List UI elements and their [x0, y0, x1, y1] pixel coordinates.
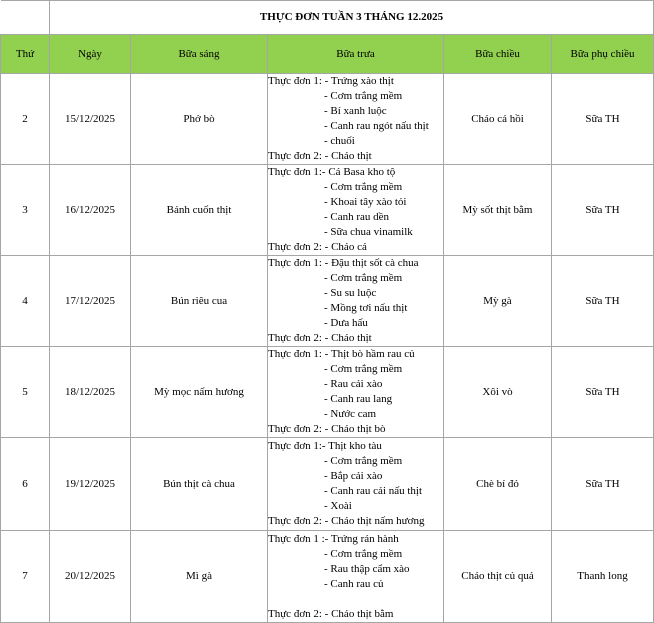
header-bua-trua[interactable]: Bữa trưa [268, 35, 444, 74]
lunch-line [268, 592, 443, 607]
cell-bua-trua[interactable] [268, 438, 444, 531]
cell-bua-phu-chieu[interactable]: Thanh long [552, 531, 654, 623]
lunch-line: Thực đơn 2: - Cháo thịt [268, 150, 372, 162]
lunch-line: - Cơm trắng mềm [324, 181, 403, 193]
lunch-line: Thực đơn 1: - Trứng xào thịt [268, 75, 394, 87]
lunch-line: - Canh rau cải nấu thịt [324, 485, 423, 497]
cell-bua-phu-chieu[interactable]: Sữa TH [552, 438, 654, 531]
menu-body [1, 74, 654, 623]
lunch-line: Thực đơn 1 :- Trứng rán hành [268, 532, 399, 545]
lunch-line: - Bí xanh luộc [324, 105, 387, 117]
cell-ngay[interactable]: 18/12/2025 [50, 347, 131, 438]
header-thu[interactable]: Thứ [1, 35, 50, 74]
cell-bua-chieu[interactable]: Chè bí đỏ [444, 438, 552, 531]
cell-bua-chieu[interactable]: Mỳ sốt thịt bằm [444, 165, 552, 256]
lunch-line: - Cơm trắng mềm [324, 363, 403, 375]
cell-thu[interactable]: 4 [1, 256, 50, 347]
lunch-line: - Nước cam [324, 408, 377, 420]
cell-thu[interactable]: 5 [1, 347, 50, 438]
table-row [1, 165, 654, 256]
header-bua-phu-chieu[interactable]: Bữa phụ chiều [552, 35, 654, 74]
lunch-line: - Rau thập cẩm xào [324, 562, 410, 575]
header-ngay[interactable]: Ngày [50, 35, 131, 74]
table-row [1, 438, 654, 531]
lunch-line: - Cơm trắng mềm [324, 455, 403, 467]
cell-bua-sang[interactable]: Mì gà [131, 531, 268, 623]
cell-ngay[interactable]: 15/12/2025 [50, 74, 131, 165]
cell-thu[interactable]: 3 [1, 165, 50, 256]
lunch-line: Thực đơn 1:- Cá Basa kho tộ [268, 166, 396, 178]
cell-bua-sang[interactable]: Mỳ mọc nấm hương [131, 347, 268, 438]
cell-thu[interactable]: 7 [1, 531, 50, 623]
lunch-line: - Khoai tây xào tỏi [324, 196, 407, 208]
table-row [1, 347, 654, 438]
table-row [1, 531, 654, 623]
lunch-line: Thực đơn 1:- Thịt kho tàu [268, 440, 382, 452]
cell-bua-chieu[interactable]: Xôi vò [444, 347, 552, 438]
cell-bua-phu-chieu[interactable]: Sữa TH [552, 256, 654, 347]
lunch-line: - chuối [324, 135, 355, 147]
lunch-line: - Xoài [324, 500, 352, 512]
header-bua-sang[interactable]: Bữa sáng [131, 35, 268, 74]
lunch-line: Thực đơn 2: - Cháo thịt bò [268, 423, 386, 435]
cell-bua-sang[interactable]: Bún riêu cua [131, 256, 268, 347]
lunch-line: - Dưa hấu [324, 317, 368, 329]
title-row [1, 1, 654, 35]
lunch-line: - Canh rau lang [324, 393, 393, 405]
lunch-line: - Mồng tơi nấu thịt [324, 302, 408, 314]
cell-ngay[interactable]: 16/12/2025 [50, 165, 131, 256]
cell-bua-trua[interactable] [268, 74, 444, 165]
lunch-line: - Rau cải xào [324, 378, 383, 390]
lunch-line: - Su su luộc [324, 287, 377, 299]
cell-bua-chieu[interactable]: Mỳ gà [444, 256, 552, 347]
header-bua-chieu[interactable]: Bữa chiều [444, 35, 552, 74]
lunch-line: Thực đơn 1: - Thịt bò hầm rau củ [268, 348, 415, 360]
cell-thu[interactable]: 2 [1, 74, 50, 165]
lunch-line: - Canh rau ngót nấu thịt [324, 120, 429, 132]
lunch-line: - Sữa chua vinamilk [324, 226, 413, 238]
title-spacer [1, 1, 50, 35]
cell-ngay[interactable]: 19/12/2025 [50, 438, 131, 531]
lunch-line: Thực đơn 2: - Cháo thịt bằm [268, 607, 394, 620]
lunch-line: - Cơm trắng mềm [324, 547, 403, 560]
cell-bua-phu-chieu[interactable]: Sữa TH [552, 74, 654, 165]
cell-bua-trua[interactable] [268, 165, 444, 256]
lunch-line: - Bắp cải xào [324, 470, 383, 482]
cell-bua-trua[interactable] [268, 256, 444, 347]
lunch-line: - Canh rau củ [324, 577, 384, 590]
table-row [1, 74, 654, 165]
cell-bua-trua[interactable] [268, 531, 444, 623]
cell-bua-trua[interactable] [268, 347, 444, 438]
lunch-line: Thực đơn 2: - Cháo thịt [268, 332, 372, 344]
lunch-line: Thực đơn 1: - Đậu thịt sốt cà chua [268, 257, 419, 269]
cell-thu[interactable]: 6 [1, 438, 50, 531]
cell-bua-phu-chieu[interactable]: Sữa TH [552, 165, 654, 256]
lunch-line: - Canh rau dền [324, 211, 390, 223]
cell-bua-sang[interactable]: Bánh cuốn thịt [131, 165, 268, 256]
lunch-line: - Cơm trắng mềm [324, 90, 403, 102]
cell-bua-phu-chieu[interactable]: Sữa TH [552, 347, 654, 438]
lunch-line: - Cơm trắng mềm [324, 272, 403, 284]
cell-ngay[interactable]: 20/12/2025 [50, 531, 131, 623]
cell-bua-chieu[interactable]: Cháo cá hồi [444, 74, 552, 165]
cell-bua-sang[interactable]: Phở bò [131, 74, 268, 165]
cell-bua-sang[interactable]: Bún thịt cà chua [131, 438, 268, 531]
lunch-line: Thực đơn 2: - Cháo cá [268, 241, 367, 253]
table-row [1, 256, 654, 347]
menu-title[interactable]: THỰC ĐƠN TUẦN 3 THÁNG 12.2025 [50, 1, 654, 35]
header-row [1, 35, 654, 74]
cell-bua-chieu[interactable]: Cháo thịt củ quả [444, 531, 552, 623]
cell-ngay[interactable]: 17/12/2025 [50, 256, 131, 347]
lunch-line: Thực đơn 2: - Cháo thịt nấm hương [268, 515, 425, 527]
